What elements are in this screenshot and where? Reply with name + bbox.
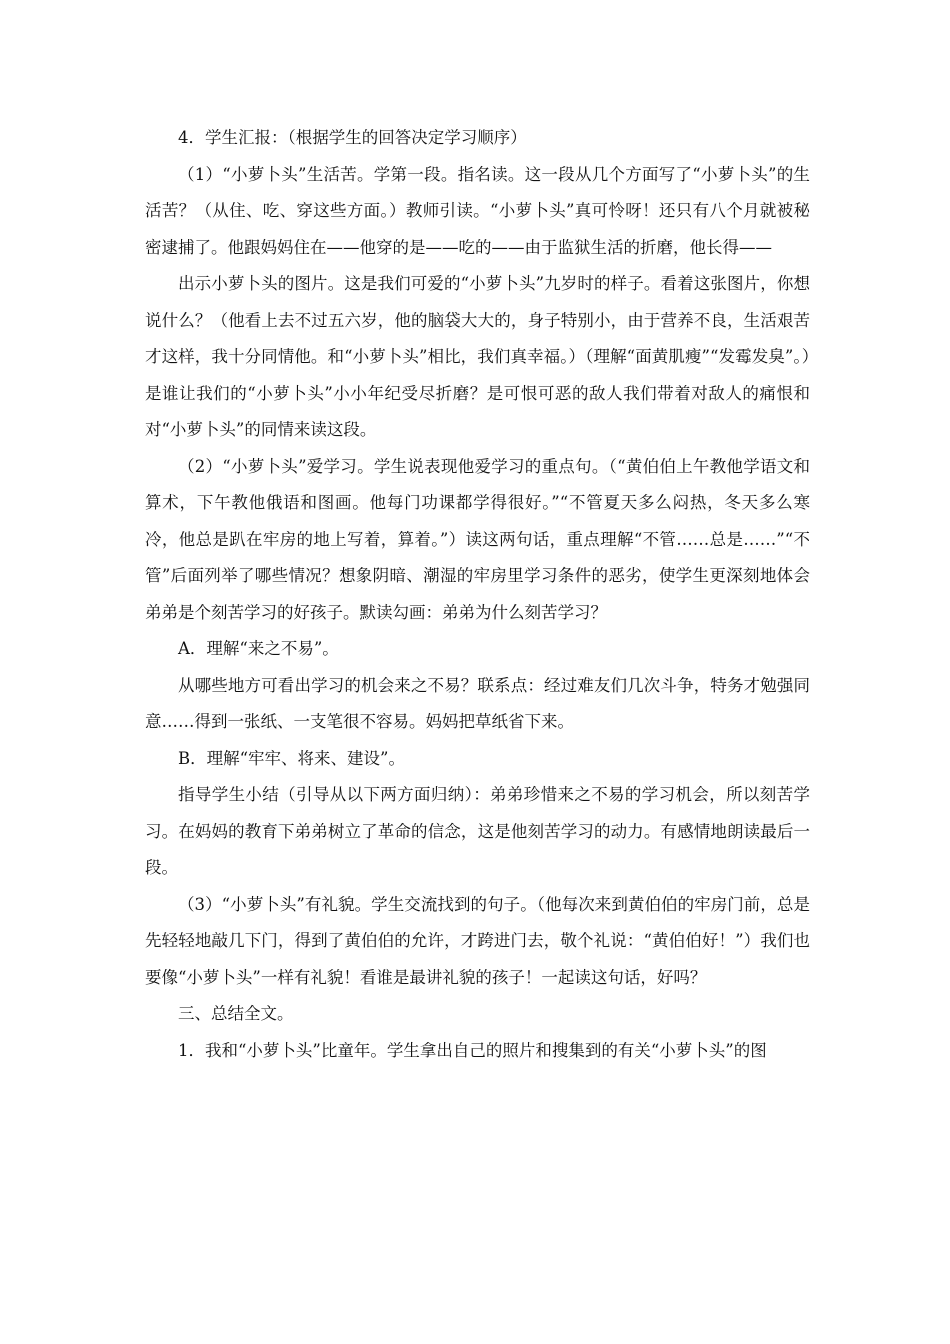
paragraph-show-picture: 出示小萝卜头的图片。这是我们可爱的“小萝卜头”九岁时的样子。看着这张图片，你想说什么？（他看上去不过五六岁，他的脑袋大大的，身子特别小，由于营养不良，生活艰苦才这样，我十分同情他。和“小萝卜头”相比，我们真幸福。）（理解“面黄肌瘦”“发霉发臭”。）是谁让我们的“小萝卜头”小小年纪受尽折磨？是可恨可恶的敌人我们带着对敌人的痛恨和对“小萝卜头”的同情来读这段。	[145, 274, 810, 439]
paragraph-item-a: A．理解“来之不易”。	[178, 639, 339, 658]
paragraph-politeness: （3）“小萝卜头”有礼貌。学生交流找到的句子。（他每次来到黄伯伯的牢房门前，总是先轻轻地敲几下门，得到了黄伯伯的允许，才跨进门去，敬个礼说：“黄伯伯好！”）我们也要像“小萝卜头”一样有礼貌！看谁是最讲礼貌的孩子！一起读这句话，好吗？	[145, 894, 810, 987]
document-body	[145, 120, 810, 1069]
paragraph-life-hardship: （1）“小萝卜头”生活苦。学第一段。指名读。这一段从几个方面写了“小萝卜头”的生活苦？（从住、吃、穿这些方面。）教师引读。“小萝卜头”真可怜呀！还只有八个月就被秘密逮捕了。他跟妈妈住在——他穿的是——吃的——由于监狱生活的折磨，他长得——	[145, 164, 810, 257]
paragraph-hard-earned: 从哪些地方可看出学习的机会来之不易？联系点：经过难友们几次斗争，特务才勉强同意……得到一张纸、一支笔很不容易。妈妈把草纸省下来。	[145, 675, 810, 731]
paragraph-summary-guidance: 指导学生小结（引导从以下两方面归纳）：弟弟珍惜来之不易的学习机会，所以刻苦学习。在妈妈的教育下弟弟树立了革命的信念，这是他刻苦学习的动力。有感情地朗读最后一段。	[145, 785, 810, 877]
section-heading-summary: 三、总结全文。	[178, 1004, 294, 1023]
paragraph-item-b: B．理解“牢牢、将来、建设”。	[178, 748, 405, 768]
paragraph-compare-childhood: 1．我和“小萝卜头”比童年。学生拿出自己的照片和搜集到的有关“小萝卜头”的图	[178, 1040, 767, 1060]
paragraph-love-learning: （2）“小萝卜头”爱学习。学生说表现他爱学习的重点句。（“黄伯伯上午教他学语文和算术，下午教他俄语和图画。他每门功课都学得很好。”“不管夏天多么闷热，冬天多么寒冷，他总是趴在牢房的地上写着，算着。”）读这两句话，重点理解“不管……总是……”“不管”后面列举了哪些情况？想象阴暗、潮湿的牢房里学习条件的恶劣，使学生更深刻地体会弟弟是个刻苦学习的好孩子。默读勾画：弟弟为什么刻苦学习？	[145, 456, 810, 622]
paragraph-student-report: 4．学生汇报：（根据学生的回答决定学习顺序）	[178, 128, 527, 147]
